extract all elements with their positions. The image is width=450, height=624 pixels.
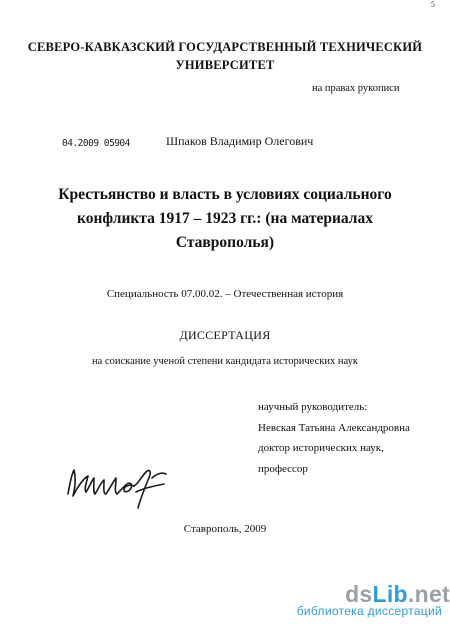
title-line-1: Крестьянство и власть в условиях социального (58, 186, 392, 203)
specialty: Специальность 07.00.02. – Отечественная история (106, 288, 344, 300)
supervisor-label: научный руководитель: (258, 401, 368, 413)
supervisor-block (258, 397, 410, 479)
author-signature (64, 452, 174, 512)
title-line-2: конфликта 1917 – 1923 гг.: (на материалах (77, 210, 373, 227)
supervisor-name: Невская Татьяна Александровна (258, 421, 410, 434)
university-line-2: УНИВЕРСИТЕТ (175, 58, 275, 72)
watermark-logo-lib: Lib (372, 581, 408, 607)
university-line-1: СЕВЕРО-КАВКАЗСКИЙ ГОСУДАРСТВЕННЫЙ ТЕХНИЧЕСКИЙ (27, 40, 423, 54)
dissertation-label: ДИССЕРТАЦИЯ (179, 328, 271, 342)
watermark (282, 582, 450, 618)
watermark-subtitle: библиотека диссертаций (296, 604, 442, 618)
watermark-logo (282, 582, 450, 606)
library-stamp-number: 04.2009 05904 (62, 138, 130, 149)
supervisor-rank: профессор (258, 462, 308, 475)
watermark-logo-ds: ds (345, 581, 373, 607)
city-year: Ставрополь, 2009 (183, 523, 267, 535)
corner-mark: 5 (431, 0, 435, 9)
watermark-logo-net: .net (407, 581, 450, 607)
supervisor-degree: доктор исторических наук, (258, 442, 384, 454)
author-name: Шпаков Владимир Олегович (166, 134, 314, 148)
dissertation-title (0, 183, 450, 255)
university-name (0, 38, 450, 74)
title-line-3: Ставрополья) (175, 234, 275, 251)
manuscript-rights: на правах рукописи (312, 83, 400, 94)
degree-line: на соискание ученой степени кандидата исторических наук (92, 356, 358, 367)
